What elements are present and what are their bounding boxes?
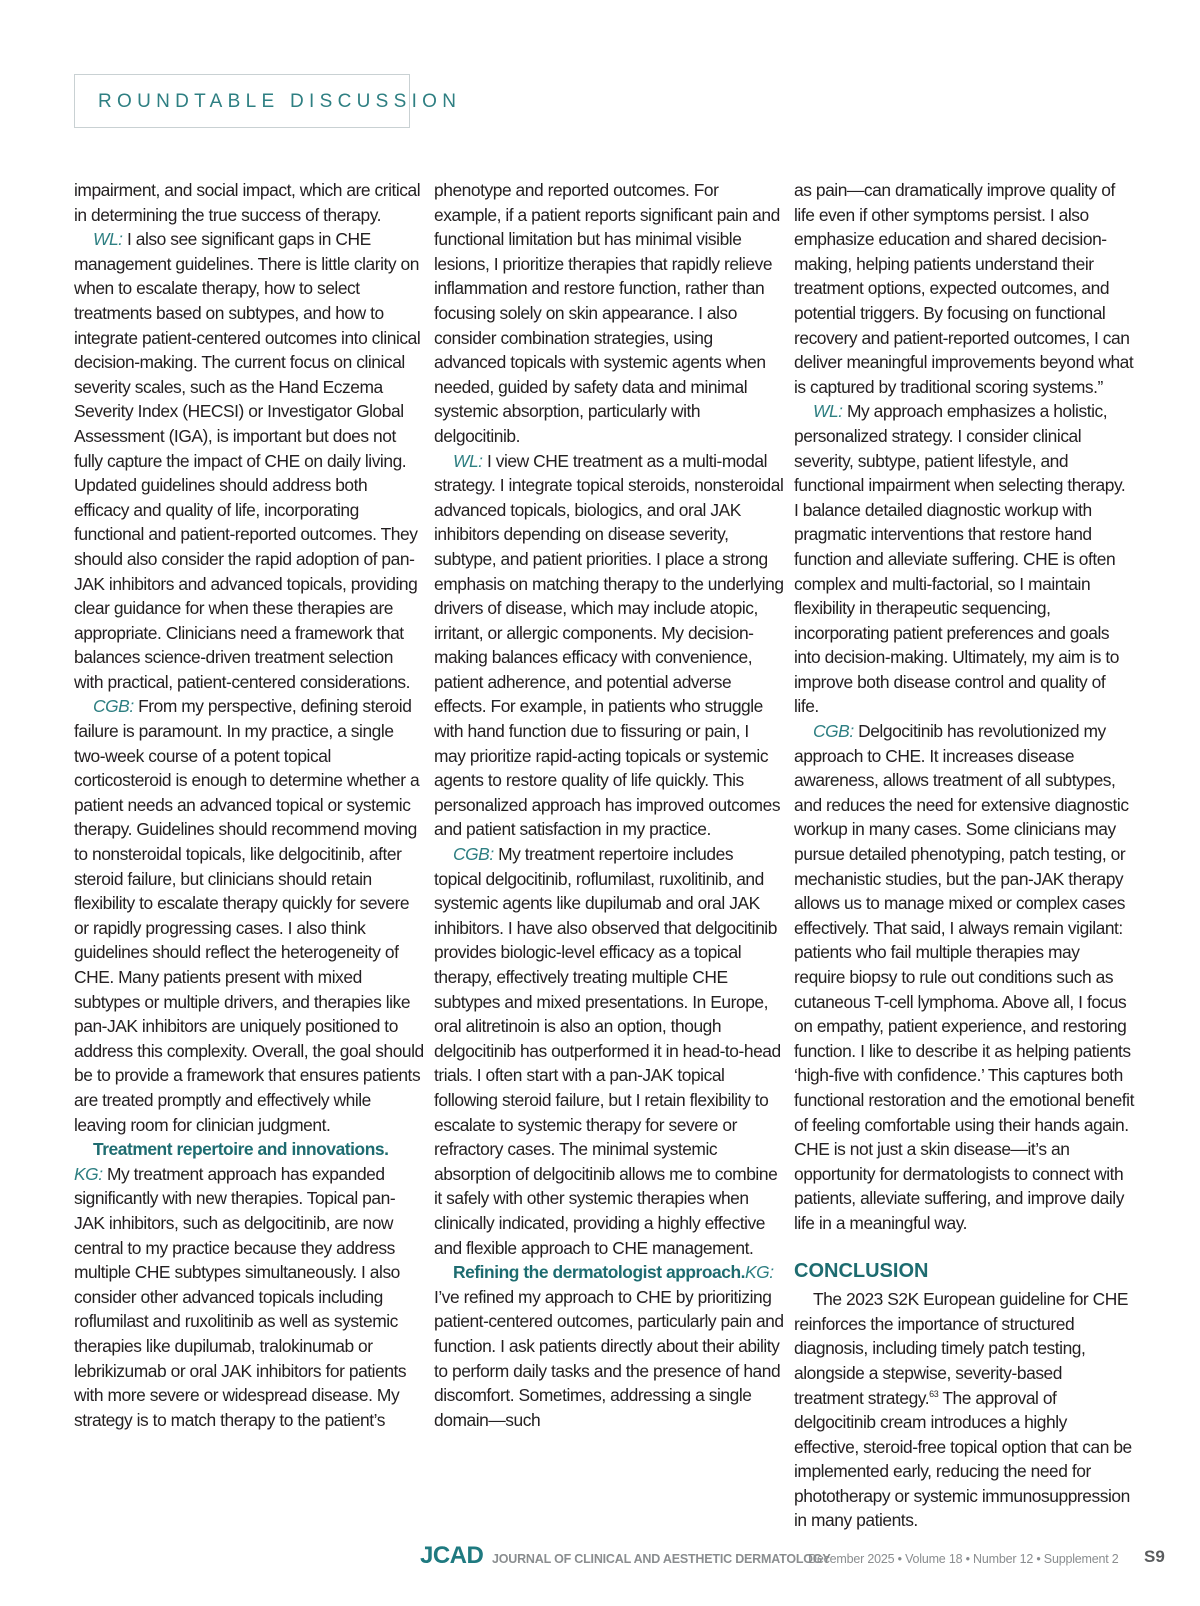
speaker-label: KG:	[74, 1163, 103, 1184]
speaker-label: KG:	[745, 1262, 774, 1283]
run-in-heading: Refining the dermatologist approach.	[453, 1262, 746, 1283]
section-header-box	[74, 74, 462, 128]
speaker-label: WL:	[453, 450, 483, 471]
run-in-heading-paragraph	[74, 1137, 424, 1162]
paragraph	[794, 178, 1134, 399]
paragraph-text: The approval of delgocitinib cream introduces a highly effective, steroid-free topical option that can be implemented early, reducing the need for phototherapy or systemic immunosuppression in many patients.	[794, 1387, 1132, 1531]
journal-logo: JCAD	[420, 1542, 484, 1569]
paragraph-text: My approach emphasizes a holistic, personalized strategy. I consider clinical severity, subtype, patient lifestyle, and functional impairment when selecting therapy. I balance detailed diagnostic workup with pragmatic interventions that restore hand function and alleviate suffering. CHE is often complex and multi-factorial, so I maintain flexibility in therapeutic sequencing, incorporating patient preferences and goals into decision-making. Ultimately, my aim is to improve both disease control and quality of life.	[794, 401, 1126, 717]
paragraph	[794, 719, 1134, 1235]
paragraph	[74, 227, 424, 694]
text-column-1	[74, 178, 424, 1432]
paragraph-text: Delgocitinib has revolutionized my approach to CHE. It increases disease awareness, allows treatment of all subtypes, and reduces the need for extensive diagnostic workup in many cases. Some clinicians may pursue detailed phenotyping, patch testing, or mechanistic studies, but the pan-JAK therapy allows us to manage mixed or complex cases effectively. That said, I always remain vigilant: patients who fail multiple therapies may require biopsy to rule out conditions such as cutaneous T-cell lymphoma. Above all, I focus on empathy, patient experience, and restoring function. I like to describe it as helping patients ‘high-five with confidence.’ This captures both functional restoration and the emotional benefit of feeling comfortable using their hands again. CHE is not just a skin disease—it’s an opportunity for dermatologists to connect with patients, alleviate suffering, and improve daily life in a meaningful way.	[794, 721, 1134, 1233]
journal-title: JOURNAL OF CLINICAL AND AESTHETIC DERMATOLOGY	[492, 1552, 831, 1566]
paragraph	[74, 694, 424, 1137]
speaker-label: CGB:	[453, 844, 494, 865]
paragraph	[74, 1162, 424, 1433]
paragraph-text: From my perspective, defining steroid failure is paramount. In my practice, a single two-week course of a potent topical corticosteroid is enough to determine whether a patient needs an advanced topical or systemic therapy. Guidelines should recommend moving to nonsteroidal topicals, like delgocitinib, after steroid failure, but clinicians should retain flexibility to escalate therapy quickly for severe or rapidly progressing cases. I also think guidelines should reflect the heterogeneity of CHE. Many patients present with mixed subtypes or multiple drivers, and therapies like pan-JAK inhibitors are uniquely positioned to address this complexity. Overall, the goal should be to provide a framework that ensures patients are treated promptly and effectively while leaving room for clinician judgment.	[74, 696, 424, 1135]
run-in-heading: Treatment repertoire and innovations.	[93, 1139, 389, 1160]
paragraph-text: phenotype and reported outcomes. For example, if a patient reports significant pain and functional limitation but has minimal visible lesions, I prioritize therapies that rapidly relieve inflammation and restore function, rather than focusing solely on skin appearance. I also consider combination strategies, using advanced topicals with systemic agents when needed, guided by safety data and minimal systemic absorption, particularly with delgocitinib.	[434, 180, 780, 446]
paragraph-text: I’ve refined my approach to CHE by prioritizing patient-centered outcomes, particularly pain and function. I ask patients directly about their ability to perform daily tasks and the presence of hand discomfort. Sometimes, addressing a single domain—such	[434, 1286, 784, 1430]
speaker-label: WL:	[93, 229, 123, 250]
paragraph-text: The 2023 S2K European guideline for CHE reinforces the importance of structured diagnosis, including timely patch testing, alongside a stepwise, severity-based treatment strategy.	[794, 1289, 1129, 1408]
paragraph	[434, 1260, 784, 1432]
paragraph-text: impairment, and social impact, which are critical in determining the true success of therapy.	[74, 180, 421, 225]
section-label: ROUNDTABLE DISCUSSION	[98, 91, 462, 112]
paragraph	[74, 178, 424, 227]
issue-info: December 2025 • Volume 18 • Number 12 • Supplement 2	[808, 1552, 1119, 1566]
reference-number: 63	[929, 1388, 939, 1399]
paragraph-text: I also see significant gaps in CHE management guidelines. There is little clarity on when to escalate therapy, how to select treatments based on subtypes, and how to integrate patient-centered outcomes into clinical decision-making. The current focus on clinical severity scales, such as the Hand Eczema Severity Index (HECSI) or Investigator Global Assessment (IGA), is important but does not fully capture the impact of CHE on daily living. Updated guidelines should address both efficacy and quality of life, incorporating functional and patient-reported outcomes. They should also consider the rapid adoption of pan-JAK inhibitors and advanced topicals, providing clear guidance for when these therapies are appropriate. Clinicians need a framework that balances science-driven treatment selection with practical, patient-centered considerations.	[74, 229, 421, 692]
text-column-2	[434, 178, 784, 1432]
paragraph-text: My treatment repertoire includes topical delgocitinib, roflumilast, ruxolitinib, and systemic agents like dupilumab and oral JAK inhibitors. I have also observed that delgocitinib provides biologic-level efficacy as a topical therapy, effectively treating multiple CHE subtypes and mixed presentations. In Europe, oral alitretinoin is also an option, though delgocitinib has outperformed it in head-to-head trials. I often start with a pan-JAK topical following steroid failure, but I retain flexibility to escalate to systemic therapy for severe or refractory cases. The minimal systemic absorption of delgocitinib allows me to combine it safely with other systemic therapies when clinically indicated, providing a highly effective and flexible approach to CHE management.	[434, 844, 781, 1258]
paragraph-text: My treatment approach has expanded significantly with new therapies. Topical pan-JAK inhibitors, such as delgocitinib, are now central to my practice because they address multiple CHE subtypes simultaneously. I also consider other advanced topicals including roflumilast and ruxolitinib as well as systemic therapies like dupilumab, tralokinumab or lebrikizumab or oral JAK inhibitors for patients with more severe or widespread disease. My strategy is to match therapy to the patient’s	[74, 1163, 407, 1430]
page-number: S9	[1144, 1547, 1165, 1566]
paragraph-text: I view CHE treatment as a multi-modal strategy. I integrate topical steroids, nonsteroidal advanced topicals, biologics, and oral JAK inhibitors depending on disease severity, subtype, and patient priorities. I place a strong emphasis on matching therapy to the underlying drivers of disease, which may include atopic, irritant, or allergic components. My decision-making balances efficacy with convenience, patient adherence, and potential adverse effects. For example, in patients who struggle with hand function due to fissuring or pain, I may prioritize rapid-acting topicals or systemic agents to restore quality of life quickly. This personalized approach has improved outcomes and patient satisfaction in my practice.	[434, 450, 784, 840]
paragraph	[434, 178, 784, 449]
paragraph	[794, 1287, 1134, 1533]
paragraph-text: as pain—can dramatically improve quality of life even if other symptoms persist. I also emphasize education and shared decision-making, helping patients understand their treatment options, expected outcomes, and potential triggers. By focusing on functional recovery and patient-reported outcomes, I can deliver meaningful improvements beyond what is captured by traditional scoring systems.”	[794, 180, 1134, 397]
speaker-label: CGB:	[813, 721, 854, 742]
conclusion-heading: CONCLUSION	[794, 1259, 929, 1282]
paragraph	[794, 399, 1134, 719]
speaker-label: WL:	[813, 401, 843, 422]
page-footer	[420, 1542, 1180, 1570]
paragraph	[434, 842, 784, 1260]
paragraph	[434, 449, 784, 843]
text-column-3	[794, 178, 1134, 1533]
speaker-label: CGB:	[93, 696, 134, 717]
